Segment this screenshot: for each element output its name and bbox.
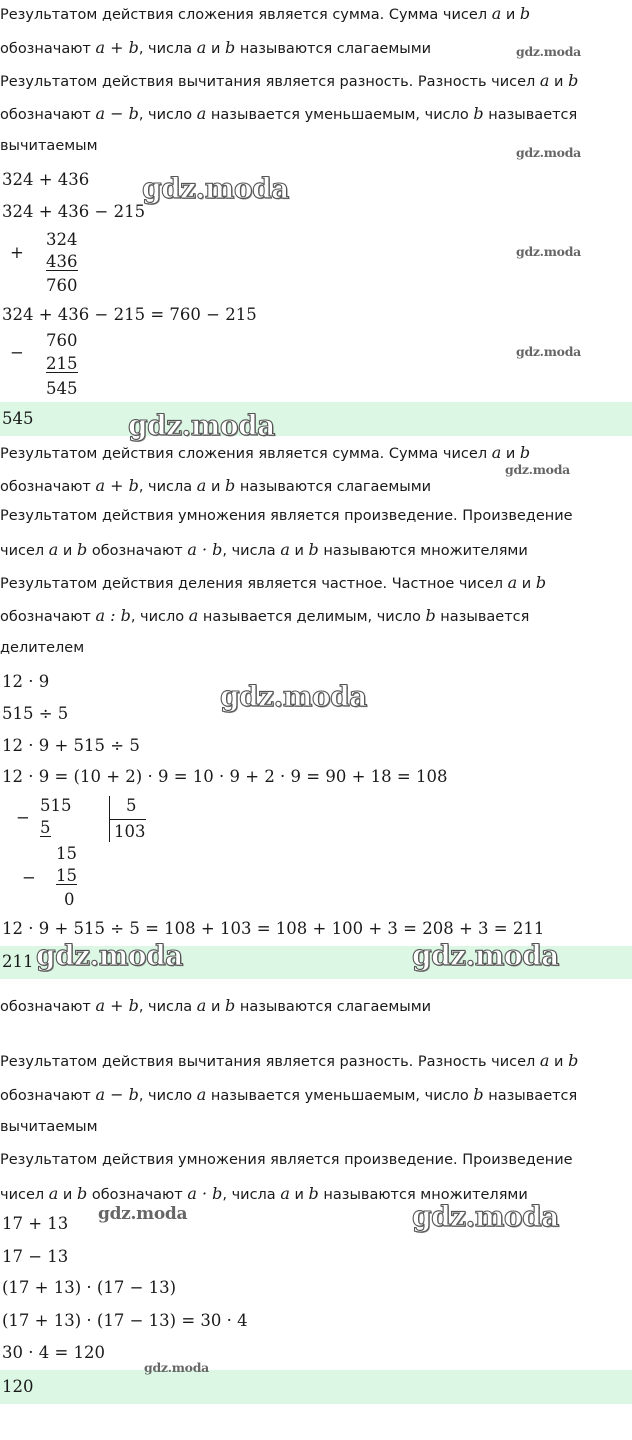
- s2-div-sub2: 15: [56, 866, 77, 885]
- watermark: gdz.moda: [220, 680, 367, 713]
- s2-answer: 211: [2, 952, 34, 971]
- s3-diff-notation: обозначают a − b, число a называется уменьшаемым, число b называется: [0, 1085, 578, 1104]
- watermark: gdz.moda: [144, 1360, 209, 1375]
- s1-subtrahend-word: вычитаемым: [0, 138, 98, 154]
- s2-div-divisor: 5: [126, 796, 137, 815]
- s3-subtrahend-word: вычитаемым: [0, 1119, 98, 1135]
- s1-sub-top: 760: [46, 331, 78, 350]
- s2-sum-notation: обозначают a + b, числа a и b называются слагаемыми: [0, 476, 432, 495]
- s2-quotient-notation: обозначают a : b, число a называется делимым, число b называется: [0, 606, 530, 625]
- s2-product-notation: чисел a и b обозначают a · b, числа a и b называются множителями: [0, 540, 528, 559]
- s2-sum-definition: Результатом действия сложения является сумма. Сумма чисел a и b: [0, 443, 531, 462]
- s1-add-sign: +: [10, 243, 24, 262]
- s2-div-dividend: 515: [40, 796, 72, 815]
- watermark: gdz.moda: [516, 145, 581, 160]
- s2-expr-division: 515 ÷ 5: [2, 704, 69, 723]
- s3-expr-sum: 17 + 13: [2, 1214, 69, 1233]
- s2-expr-product: 12 · 9: [2, 672, 50, 691]
- watermark: gdz.moda: [516, 244, 581, 259]
- s1-diff-definition: Результатом действия вычитания является разность. Разность чисел a и b: [0, 71, 579, 90]
- s3-expr-diff: 17 − 13: [2, 1247, 69, 1266]
- s1-add-bottom: 436: [46, 252, 78, 271]
- s1-add-top: 324: [46, 230, 78, 249]
- s1-sub-bottom: 215: [46, 354, 78, 373]
- watermark: gdz.moda: [505, 462, 570, 477]
- s1-expr-sum: 324 + 436: [2, 170, 90, 189]
- s3-product-definition: Результатом действия умножения является произведение. Произведение: [0, 1152, 573, 1168]
- s2-expr-final: 12 · 9 + 515 ÷ 5 = 108 + 103 = 108 + 100 + 3 = 208 + 3 = 211: [2, 919, 545, 938]
- watermark: gdz.moda: [516, 44, 581, 59]
- s2-div-sign1: −: [16, 808, 30, 827]
- s3-answer-band: [0, 1370, 632, 1404]
- watermark: gdz.moda: [516, 344, 581, 359]
- s2-div-rem1: 15: [56, 844, 77, 863]
- s1-sum-definition: Результатом действия сложения является сумма. Сумма чисел a и b: [0, 4, 531, 23]
- s3-diff-definition: Результатом действия вычитания является разность. Разность чисел a и b: [0, 1051, 579, 1070]
- s3-expr-step: (17 + 13) · (17 − 13) = 30 · 4: [2, 1311, 248, 1330]
- s1-answer-band: [0, 402, 632, 436]
- watermark: gdz.moda: [128, 409, 275, 442]
- s2-div-sign2: −: [22, 868, 36, 887]
- s2-expr-full: 12 · 9 + 515 ÷ 5: [2, 736, 140, 755]
- s1-sub-result: 545: [46, 379, 78, 398]
- s2-expr-product-step: 12 · 9 = (10 + 2) · 9 = 10 · 9 + 2 · 9 = 90 + 18 = 108: [2, 767, 448, 786]
- watermark: gdz.moda: [142, 172, 289, 205]
- s3-answer: 120: [2, 1377, 34, 1396]
- s1-answer: 545: [2, 409, 34, 428]
- s2-div-sub1: 5: [40, 818, 51, 837]
- s1-sub-sign: −: [10, 343, 24, 362]
- s3-expr-product: (17 + 13) · (17 − 13): [2, 1278, 177, 1297]
- watermark: gdz.moda: [412, 939, 559, 972]
- watermark: gdz.moda: [36, 939, 183, 972]
- s2-divisor-word: делителем: [0, 640, 85, 656]
- s1-diff-notation: обозначают a − b, число a называется уменьшаемым, число b называется: [0, 104, 578, 123]
- s2-product-definition: Результатом действия умножения является произведение. Произведение: [0, 508, 573, 524]
- s1-sum-notation: обозначают a + b, числа a и b называются слагаемыми: [0, 38, 432, 57]
- s1-expr-step: 324 + 436 − 215 = 760 − 215: [2, 305, 257, 324]
- watermark: gdz.moda: [98, 1204, 188, 1224]
- s3-sum-notation: обозначают a + b, числа a и b называются слагаемыми: [0, 996, 432, 1015]
- watermark: gdz.moda: [412, 1200, 559, 1233]
- s2-quotient-definition: Результатом действия деления является частное. Частное чисел a и b: [0, 573, 547, 592]
- s2-div-rem2: 0: [64, 890, 75, 909]
- s2-div-quotient: 103: [114, 822, 146, 841]
- s1-add-result: 760: [46, 276, 78, 295]
- s3-expr-final: 30 · 4 = 120: [2, 1343, 106, 1362]
- s1-expr-full: 324 + 436 − 215: [2, 202, 146, 221]
- s2-div-bracket-horizontal: [110, 819, 146, 820]
- s3-product-notation: чисел a и b обозначают a · b, числа a и b называются множителями: [0, 1184, 528, 1203]
